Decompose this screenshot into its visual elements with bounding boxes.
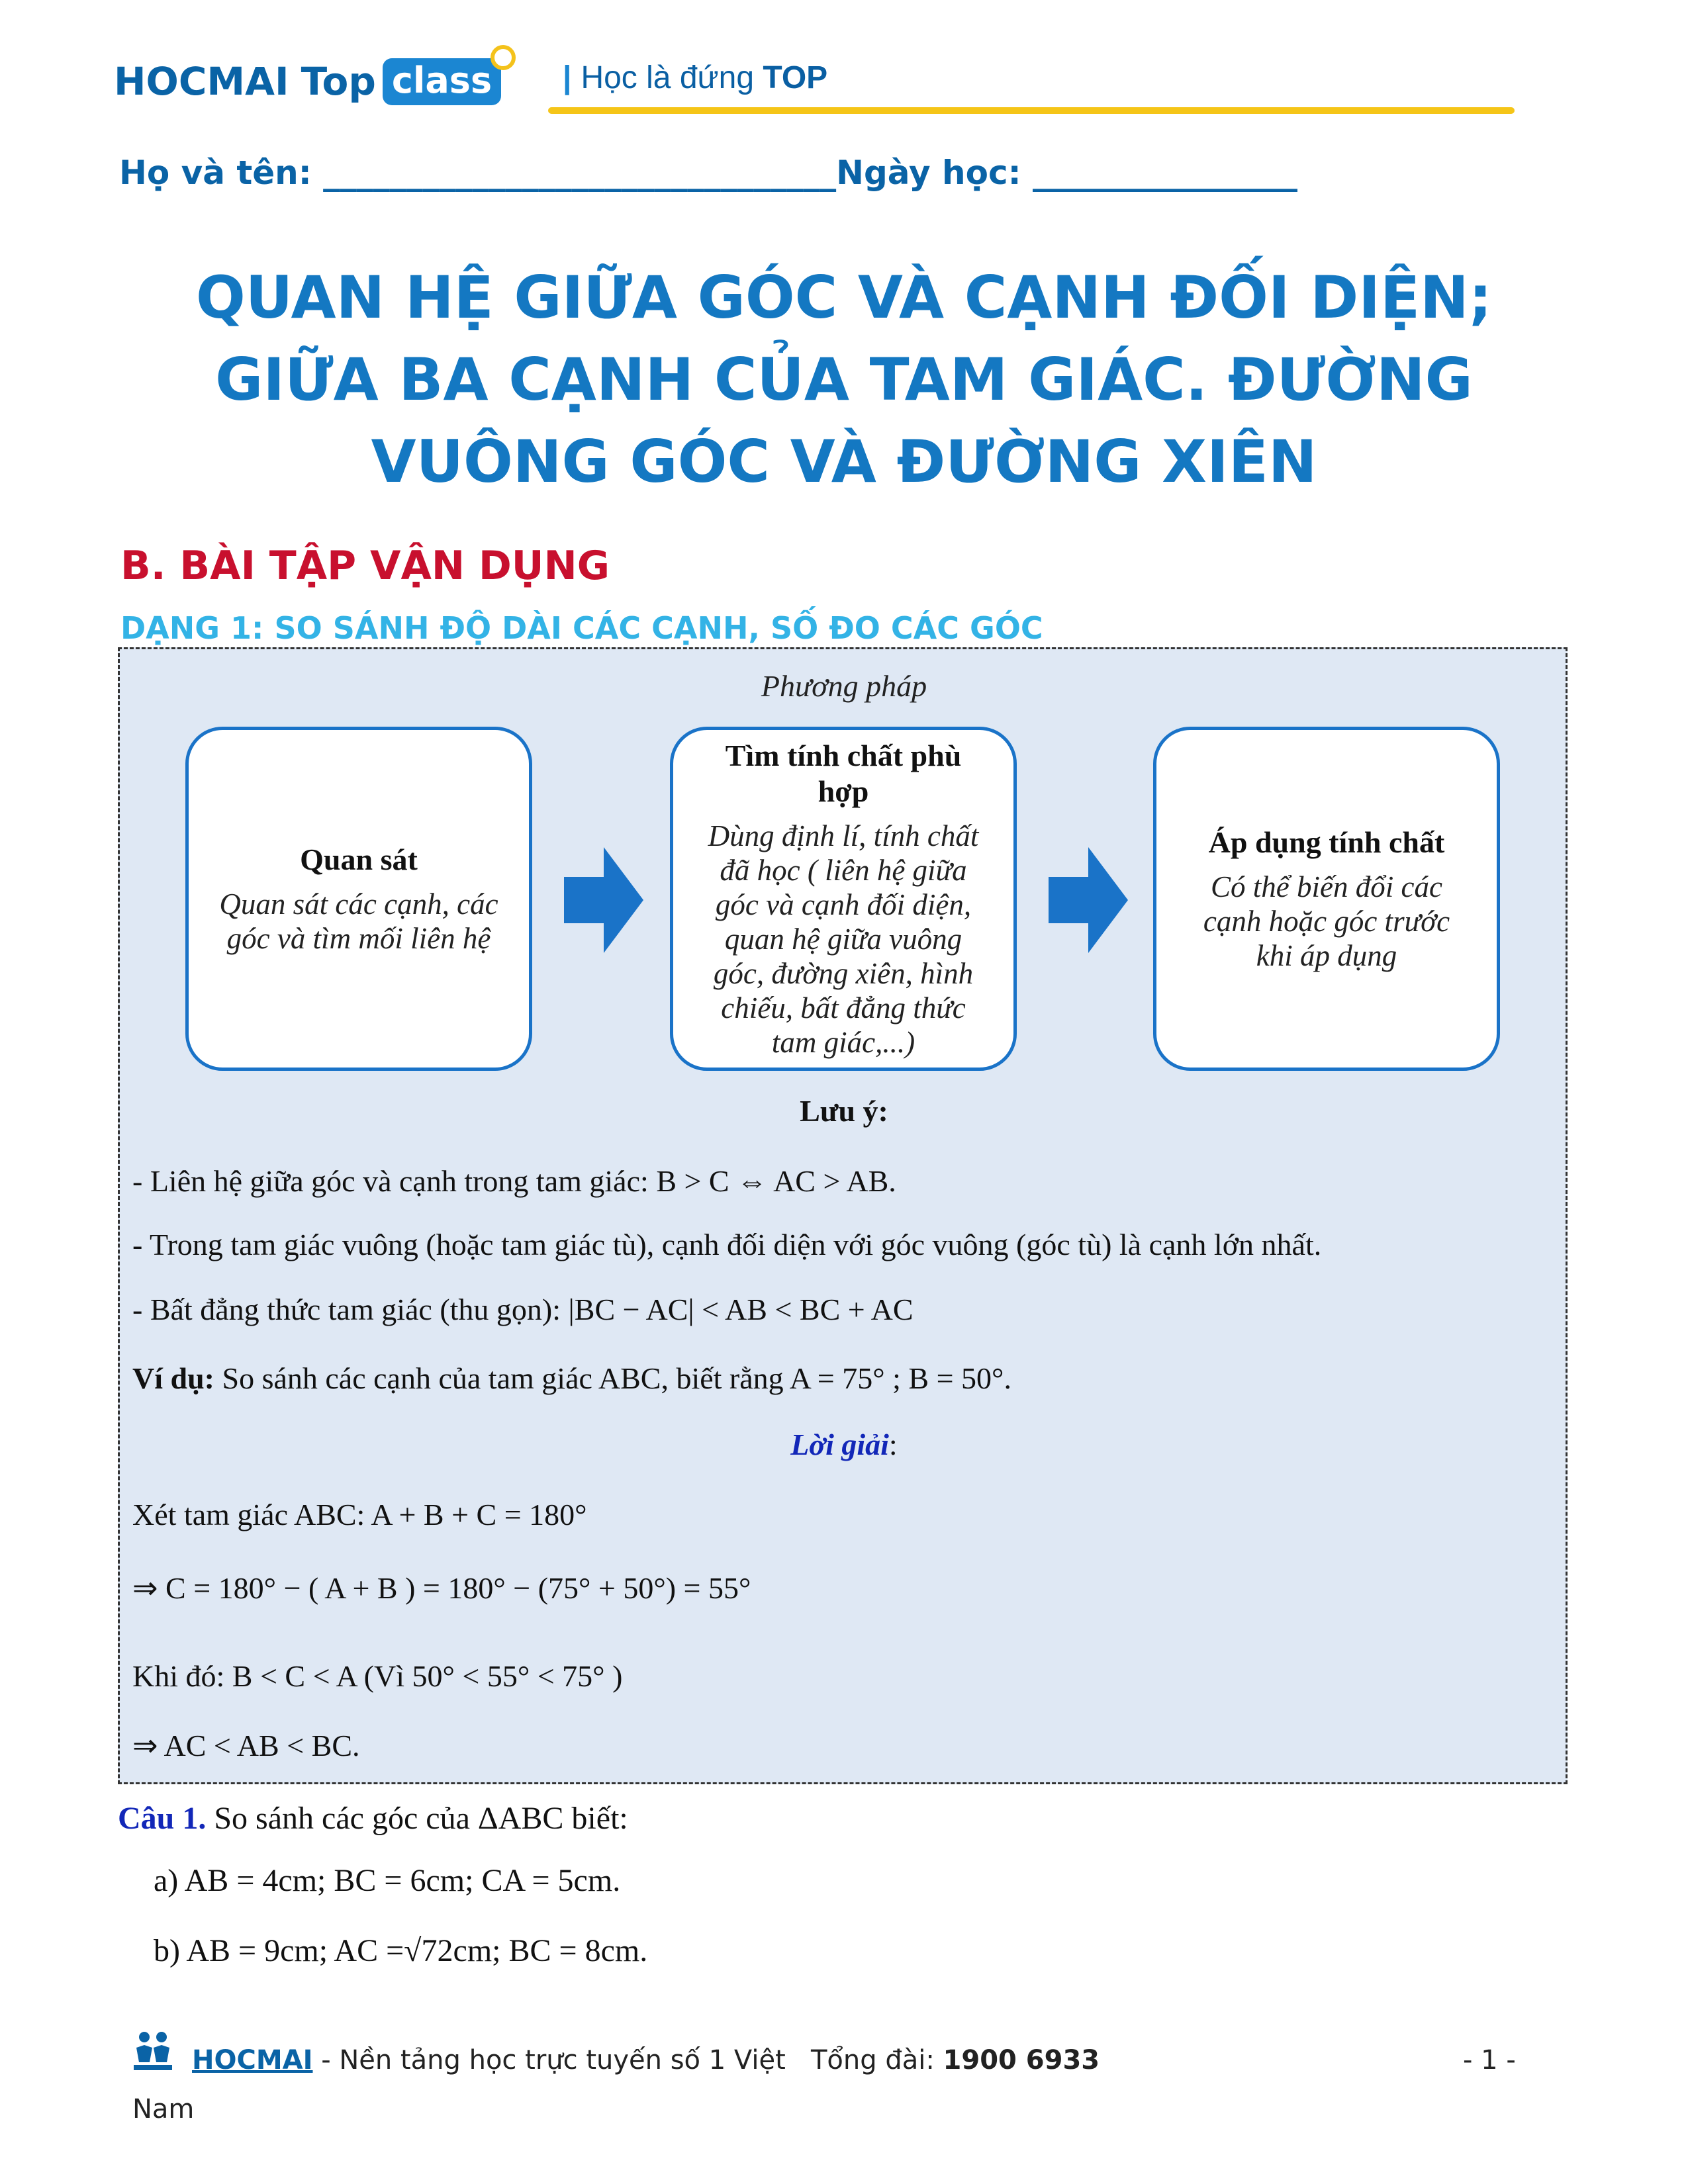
- step-card-1: [185, 727, 532, 1071]
- footer-brand[interactable]: HOCMAI: [192, 2045, 313, 2075]
- step-3-title: Áp dụng tính chất: [1208, 825, 1445, 859]
- note-1-math: B > C ⇔ AC > AB.: [656, 1164, 896, 1198]
- logo-brand: HOCMAI: [114, 59, 289, 104]
- title-line-1: QUAN HỆ GIỮA GÓC VÀ CẠNH ĐỐI DIỆN;: [196, 263, 1492, 332]
- note-title: Lưu ý:: [800, 1094, 888, 1128]
- name-date-row: Họ và tên: _______________________________Ngày học: ________________: [119, 154, 1297, 192]
- note-2: - Trong tam giác vuông (hoặc tam giác tù), cạnh đối diện với góc vuông (góc tù) là cạnh lớn nhất.: [132, 1228, 1322, 1261]
- title-line-2: GIỮA BA CẠNH CỦA TAM GIÁC. ĐƯỜNG: [215, 345, 1473, 414]
- note-3: - Bất đẳng thức tam giác (thu gọn): |BC − AC| < AB < BC + AC: [132, 1293, 914, 1326]
- step-1-title: Quan sát: [300, 842, 418, 876]
- slogan: | Học là đứng TOP: [563, 60, 828, 95]
- sun-icon: [491, 45, 516, 70]
- page-title: [113, 257, 1575, 503]
- example: Ví dụ: So sánh các cạnh của tam giác ABC, biết rằng A = 75° ; B = 50°.: [132, 1361, 1011, 1395]
- step-1-desc: Quan sát các cạnh, các góc và tìm mối liên hệ: [219, 887, 498, 955]
- step-2-desc: Dùng định lí, tính chất đã học ( liên hệ giữa góc và cạnh đối diện, quan hệ giữa vuông góc, đường xiên, hình chiếu, bất đẳng thức tam giác,...): [708, 819, 979, 1059]
- question-1-label: Câu 1.: [118, 1801, 207, 1836]
- title-line-3: VUÔNG GÓC VÀ ĐƯỜNG XIÊN: [371, 428, 1317, 496]
- step-3-desc: Có thể biến đổi các cạnh hoặc góc trước khi áp dụng: [1203, 870, 1450, 972]
- note-1: - Liên hệ giữa góc và cạnh trong tam giác: B > C ⇔ AC > AB.: [132, 1164, 896, 1198]
- solution-label: Lời giải:: [790, 1428, 898, 1461]
- step-card-3: [1153, 727, 1500, 1071]
- example-math: A = 75° ; B = 50°.: [789, 1361, 1011, 1395]
- logo-top: Top: [301, 59, 376, 104]
- method-label: Phương pháp: [761, 669, 927, 703]
- note-3-math: |BC − AC| < AB < BC + AC: [568, 1293, 914, 1326]
- solution-step-3: Khi đó: B < C < A (Vì 50° < 55° < 75° ): [132, 1659, 623, 1693]
- question-1: Câu 1. So sánh các góc của ΔABC biết:: [118, 1801, 628, 1836]
- header-divider: [548, 107, 1515, 114]
- step-2-title: Tìm tính chất phù hợp: [725, 739, 962, 808]
- type-heading: DẠNG 1: SO SÁNH ĐỘ DÀI CÁC CẠNH, SỐ ĐO CÁC GÓC: [120, 610, 1043, 651]
- arrow-right-icon: [1049, 847, 1128, 953]
- page-number: - 1 -: [1463, 2045, 1516, 2075]
- arrow-right-icon: [564, 847, 643, 953]
- hocmai-topclass-logo: [114, 52, 501, 111]
- solution-step-1: Xét tam giác ABC: A + B + C = 180°: [132, 1498, 587, 1531]
- step-card-2: [670, 727, 1017, 1071]
- question-1a: a) AB = 4cm; BC = 6cm; CA = 5cm.: [154, 1863, 621, 1898]
- question-1b: b) AB = 9cm; AC =√72cm; BC = 8cm.: [154, 1933, 648, 1968]
- logo-class: class: [383, 58, 501, 105]
- footer: HOCMAI - Nền tảng học trực tuyến số 1 Việt Tổng đài: 1900 6933: [192, 2045, 1100, 2075]
- hocmai-people-icon: [130, 2028, 176, 2074]
- section-heading: B. BÀI TẬP VẬN DỤNG: [120, 543, 610, 589]
- footer-nam: Nam: [132, 2094, 195, 2124]
- solution-step-2: ⇒ C = 180° − ( A + B ) = 180° − (75° + 50°) = 55°: [132, 1571, 751, 1605]
- solution-step-4: ⇒ AC < AB < BC.: [132, 1729, 360, 1762]
